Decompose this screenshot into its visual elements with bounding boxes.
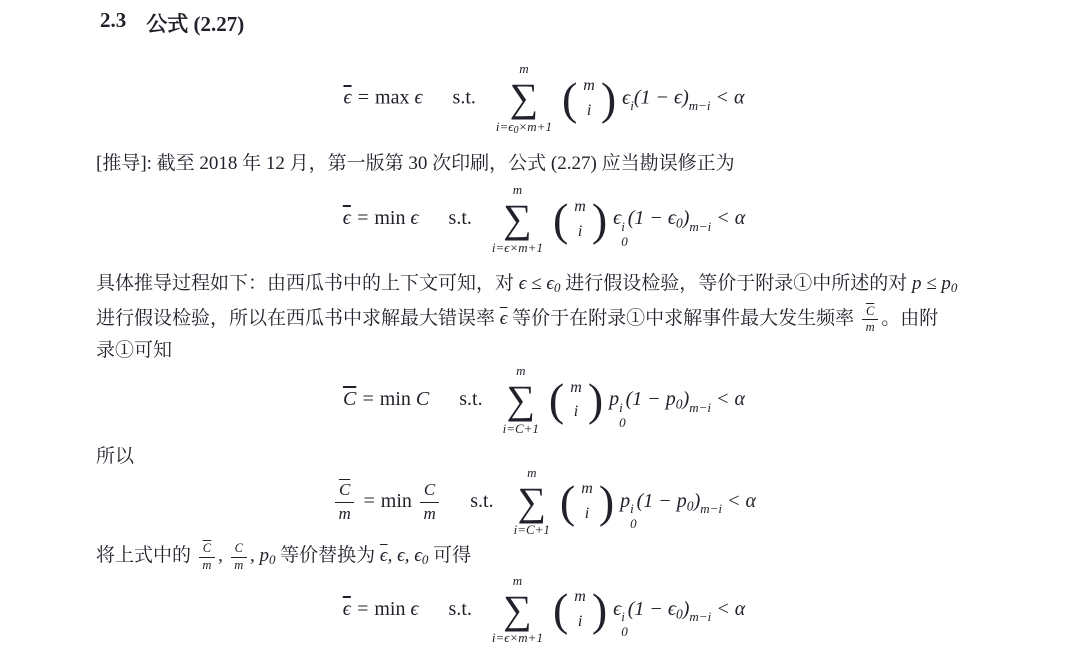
superscript: i [630, 501, 634, 517]
superscript: i [621, 609, 625, 625]
sigma-symbol: ∑ [503, 586, 532, 632]
math-binomial [553, 195, 607, 245]
math-text: (1 − ϵ [627, 597, 676, 620]
math-text: = [350, 207, 375, 230]
denominator: m [338, 503, 351, 523]
binomial-top: m [570, 378, 582, 396]
math-supsub [689, 207, 712, 234]
left-paren: ( [561, 73, 578, 125]
math-text: (1 − p [625, 387, 676, 410]
body-paragraph-line2 [96, 303, 992, 335]
binomial-bottom: i [577, 612, 583, 630]
math-fraction [862, 305, 878, 336]
text-run: 等价替换为 [275, 545, 380, 567]
math-text: = [351, 86, 376, 109]
superscript: m−i [689, 218, 712, 234]
subscript [689, 416, 711, 431]
math-supsub [689, 598, 712, 625]
superscript: i [621, 218, 625, 234]
binomial-bottom: i [584, 505, 590, 523]
math-text: ) [682, 387, 690, 410]
math-summation [492, 183, 543, 256]
math-text: < α [711, 597, 746, 620]
numerator [231, 542, 247, 558]
math-text: ) [682, 597, 690, 620]
sum-lower-limit: i=ϵ×m+1 [491, 630, 543, 646]
math-supsub [613, 207, 628, 249]
math-subscript: 0 [268, 552, 276, 568]
sum-lower-limit: i=ϵ0×m+1 [495, 118, 552, 136]
math-subscript: 0 [675, 396, 683, 412]
sum-lower-limit: i=ϵ×m+1 [491, 239, 543, 255]
sum-lower-subscript: 0 [513, 124, 519, 136]
math-text: ) [682, 207, 690, 230]
binomial-column [581, 477, 593, 527]
text-run: 。由附 [881, 308, 939, 330]
math-base: ϵ [622, 86, 631, 109]
sup-sub-stack [700, 502, 722, 532]
math-fraction [335, 480, 354, 524]
math-text: = [350, 597, 375, 620]
sum-upper-limit: m [516, 363, 526, 379]
section-title: 公式 (2.27) [146, 12, 245, 36]
math-text: < α [722, 489, 757, 512]
math-roman: min [374, 207, 411, 230]
text-run: 具体推导过程如下：由西瓜书中的上下文可知，对 [96, 272, 519, 294]
numerator-text: C [423, 480, 436, 500]
math-supsub [700, 490, 723, 517]
subscript [630, 114, 634, 129]
formula-corrected-2-27 [96, 183, 992, 256]
superscript: m−i [689, 609, 712, 625]
subscript: 0 [621, 233, 628, 249]
text-run: 进行假设检验，等价于附录①中所述的对 [560, 272, 912, 294]
binomial-bottom: i [586, 102, 592, 120]
sup-sub-stack [689, 610, 711, 640]
binomial-top: m [581, 480, 593, 498]
math-text: < α [710, 86, 745, 109]
math-overline: $\overline{\epsilon}$ [342, 597, 351, 620]
math-binomial [553, 585, 607, 635]
math-roman: s.t. [448, 207, 472, 230]
math-subscript: 0 [421, 552, 429, 568]
math-roman: s.t. [470, 489, 494, 512]
superscript: i [630, 98, 634, 114]
sum-upper-limit: m [512, 182, 523, 198]
numerator [199, 542, 215, 558]
sum-upper-limit: m [527, 464, 537, 480]
body-paragraph-line3 [96, 335, 992, 366]
math-text: , [218, 545, 228, 567]
right-paren: ) [591, 583, 608, 635]
binomial-top: m [574, 588, 586, 606]
math-roman: min [380, 489, 417, 512]
numerator [862, 305, 878, 321]
text-run: 将上式中的 [96, 545, 196, 567]
text-run: 进行假设检验，所以在西瓜书中求解最大错误率 [96, 308, 500, 330]
left-paren: ( [548, 374, 565, 426]
superscript: m−i [688, 98, 711, 114]
sum-upper-limit: m [519, 61, 529, 76]
math-text: , p [249, 545, 269, 567]
left-paren: ( [552, 583, 569, 635]
math-text: ϵ [414, 86, 423, 109]
subscript [689, 625, 711, 640]
right-paren: ) [600, 73, 617, 125]
section-heading [100, 8, 992, 38]
math-overline: $\overline{\epsilon}$ [342, 207, 351, 230]
subscript [689, 235, 711, 250]
math-overline: $\overline{C}$ [342, 387, 357, 410]
math-text: ϵ ≤ ϵ [518, 272, 555, 294]
math-text: < α [711, 387, 746, 410]
subscript: 0 [621, 624, 628, 640]
math-supsub [622, 86, 634, 114]
math-roman: max [375, 86, 415, 109]
subscript: 0 [630, 516, 637, 532]
math-base: ϵ [613, 207, 622, 230]
formula-final [96, 574, 992, 646]
math-fraction [420, 480, 439, 524]
denominator: m [423, 503, 436, 523]
math-text: C [415, 387, 430, 410]
math-overline: $\overline{\epsilon}$ [343, 86, 352, 109]
math-text: (1 − ϵ) [633, 86, 689, 109]
left-paren: ( [552, 193, 569, 245]
text-run: 所以 [96, 445, 135, 467]
sup-sub-stack [689, 220, 711, 250]
math-summation [503, 364, 539, 437]
formula-original-2-27 [96, 62, 992, 136]
math-base: ϵ [613, 597, 622, 620]
sum-lower-limit: i=C+1 [502, 420, 539, 436]
sup-sub-stack [689, 99, 711, 129]
right-paren: ) [587, 374, 604, 426]
derivation-note [96, 148, 992, 179]
math-binomial [560, 477, 614, 527]
sum-upper-limit: m [512, 572, 523, 588]
replacement-line [96, 540, 992, 575]
math-roman: min [374, 597, 411, 620]
subscript: 0 [619, 414, 626, 430]
left-paren: ( [559, 476, 576, 528]
numerator [420, 480, 439, 502]
math-subscript: 0 [675, 605, 683, 621]
math-roman: min [379, 387, 416, 410]
math-subscript: 0 [950, 280, 958, 296]
binomial-bottom: i [573, 403, 579, 421]
math-summation [514, 466, 550, 539]
math-text: , ϵ, ϵ [387, 545, 422, 567]
binomial-column [574, 195, 586, 245]
math-text: = [357, 489, 381, 512]
math-subscript: 0 [675, 215, 683, 231]
numerator-text: C [234, 540, 243, 555]
sigma-symbol: ∑ [517, 478, 547, 524]
body-paragraph-line1 [96, 268, 992, 303]
sup-sub-stack [689, 401, 711, 431]
superscript: m−i [700, 501, 723, 517]
math-roman: s.t. [452, 86, 476, 109]
section-number: 2.3 [100, 8, 127, 32]
math-supsub [689, 388, 712, 415]
text-run: [推导]: 截至 2018 年 12 月，第一版第 30 次印刷，公式 (2.27) 应当勘误修正为 [96, 153, 735, 175]
math-supsub [620, 489, 637, 532]
math-subscript: 0 [554, 280, 561, 296]
math-binomial [562, 74, 616, 124]
math-text: = [356, 387, 380, 410]
binomial-column [574, 585, 586, 635]
numerator-text: $\overline{C}$ [865, 303, 875, 318]
math-text: (1 − ϵ [627, 207, 676, 230]
subscript [700, 517, 722, 532]
math-text: p ≤ p [911, 272, 951, 294]
math-summation [492, 574, 543, 646]
math-base: p [620, 489, 631, 512]
numerator-text: $\overline{C}$ [338, 480, 351, 500]
math-supsub [613, 597, 628, 640]
math-summation [496, 62, 552, 136]
math-subscript: 0 [686, 498, 694, 513]
math-roman: s.t. [448, 597, 472, 620]
text-run: 录①可知 [96, 340, 173, 362]
sigma-symbol: ∑ [503, 196, 532, 242]
math-supsub [609, 387, 626, 430]
math-overline: $\overline{\epsilon}$ [499, 308, 508, 330]
subscript [689, 114, 711, 129]
math-base: p [609, 387, 620, 410]
denominator: m [865, 320, 875, 335]
math-roman: s.t. [459, 387, 483, 410]
numerator-text: $\overline{C}$ [202, 540, 212, 555]
math-text: ϵ [410, 597, 419, 620]
right-paren: ) [598, 476, 615, 528]
math-text: (1 − p [636, 489, 687, 512]
right-paren: ) [591, 193, 608, 245]
sum-lower-limit: i=C+1 [513, 522, 550, 538]
math-fraction [199, 542, 215, 573]
formula-appendix-C [96, 364, 992, 437]
superscript: i [619, 399, 623, 415]
math-text: < α [711, 207, 746, 230]
sigma-symbol: ∑ [506, 376, 536, 422]
math-supsub [688, 87, 711, 114]
binomial-top: m [574, 197, 586, 215]
text-run: 可得 [428, 545, 472, 567]
superscript: m−i [689, 399, 712, 415]
math-fraction [231, 542, 247, 573]
binomial-bottom: i [577, 222, 583, 240]
math-overline: $\overline{\epsilon}$ [379, 545, 388, 567]
math-text: ) [693, 489, 701, 512]
math-binomial [549, 376, 603, 426]
denominator: m [234, 557, 244, 572]
binomial-column [583, 74, 595, 124]
binomial-column [570, 376, 582, 426]
math-text: ϵ [410, 207, 419, 230]
formula-frequency [96, 466, 992, 539]
denominator: m [202, 557, 212, 572]
binomial-top: m [583, 77, 595, 95]
numerator [335, 480, 354, 502]
sigma-symbol: ∑ [509, 74, 539, 120]
text-run: 等价于在附录①中求解事件最大发生频率 [507, 308, 859, 330]
